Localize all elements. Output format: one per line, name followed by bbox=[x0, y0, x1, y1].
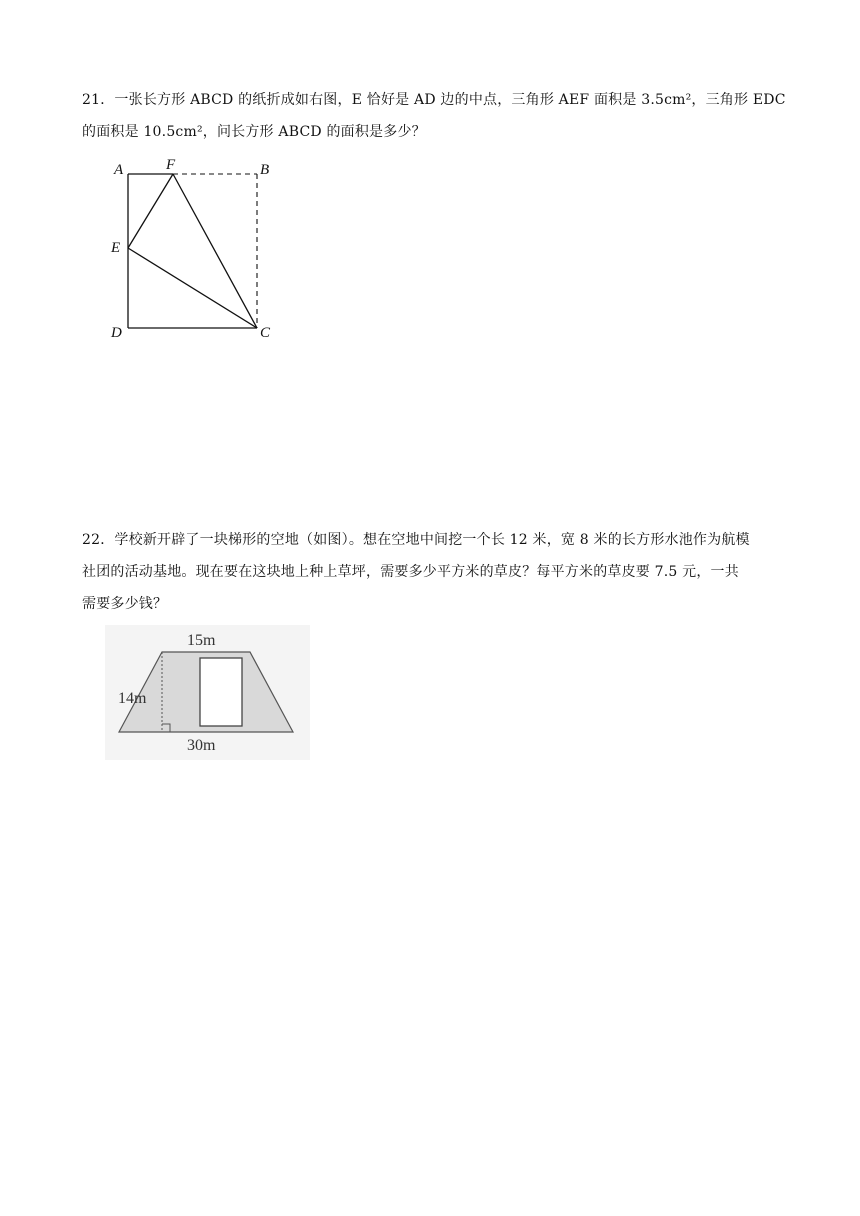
edge-fc bbox=[173, 174, 257, 328]
pool-rectangle bbox=[200, 658, 242, 726]
height-label: 14m bbox=[118, 690, 147, 707]
edge-ec bbox=[128, 248, 257, 328]
edge-fe bbox=[128, 174, 173, 248]
top-base-label: 15m bbox=[187, 632, 216, 649]
label-a: A bbox=[114, 162, 124, 178]
question-22-line-3: 需要多少钱？ bbox=[82, 596, 168, 612]
question-22-line-1: 22．学校新开辟了一块梯形的空地（如图）。想在空地中间挖一个长 12 米，宽 8 米的长方形水池作为航模 bbox=[82, 532, 750, 548]
rectangle-fold-diagram bbox=[100, 152, 300, 347]
question-21-line-1: 21．一张长方形 ABCD 的纸折成如右图，E 恰好是 AD 边的中点，三角形 AEF 面积是 3.5cm²，三角形 EDC bbox=[82, 92, 786, 108]
question-21-line-2: 的面积是 10.5cm²，问长方形 ABCD 的面积是多少？ bbox=[82, 124, 426, 140]
bottom-base-label: 30m bbox=[187, 737, 216, 754]
question-22-line-2: 社团的活动基地。现在要在这块地上种上草坪，需要多少平方米的草皮？每平方米的草皮要 7.5 元，一共 bbox=[82, 564, 739, 580]
label-e: E bbox=[111, 240, 121, 256]
trapezoid-field-diagram bbox=[105, 625, 310, 760]
label-b: B bbox=[260, 162, 270, 178]
label-c: C bbox=[260, 325, 271, 341]
label-d: D bbox=[111, 325, 122, 341]
label-f: F bbox=[166, 157, 176, 173]
